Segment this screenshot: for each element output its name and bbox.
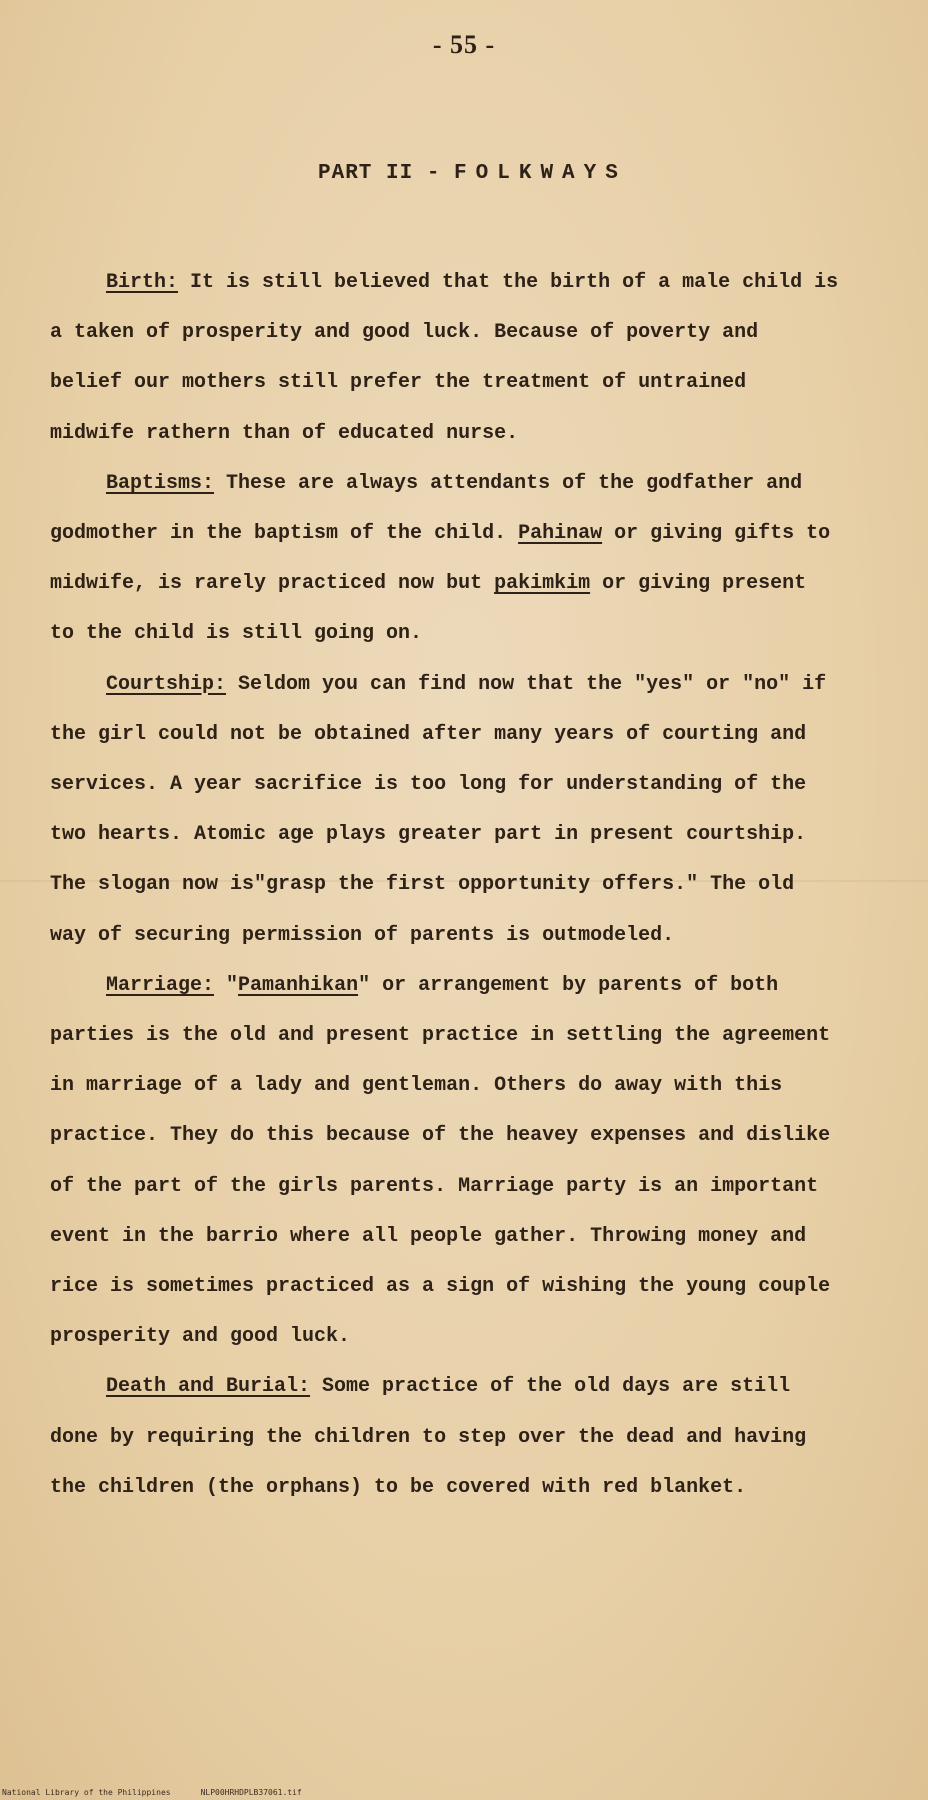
section-title-word: FOLKWAYS bbox=[454, 162, 627, 185]
text-birth: It is still believed that the birth of a male child is a taken of prosperity and good luck. Because of poverty and belief our mothers still prefer the treatment of untrained midwife rathern than of educated nurse. bbox=[50, 271, 839, 445]
text-courtship: Seldom you can find now that the "yes" or "no" if the girl could not be obtained after many years of courting and services. A year sacrifice is too long for understanding of the two hearts. Atomic age plays greater part in present courtship. The slogan now is"grasp the first opportunity offers." The old way of securing permission of parents is outmodeled. bbox=[50, 672, 827, 947]
text-baptisms-b: or giving gifts to midwife, is rarely practiced now but bbox=[50, 522, 831, 596]
paragraph-death-burial bbox=[50, 1362, 840, 1513]
text-marriage-b: " or arrangement by parents of both parties is the old and present practice in settling the agreement in marriage of a lady and gentleman. Others do away with this practice. They do this because of the heavey expenses and dislike of the part of the girls parents. Marriage party is an important event in the barrio where all people gather. Throwing money and rice is sometimes practiced as a sign of wishing the young couple prosperity and good luck. bbox=[50, 973, 831, 1349]
text-baptisms-a: These are always attendants of the godfather and godmother in the baptism of the child. bbox=[50, 471, 803, 546]
page-number: - 55 - bbox=[432, 30, 496, 59]
paragraph-marriage bbox=[50, 961, 840, 1363]
heading-death-burial: Death and Burial: bbox=[106, 1375, 311, 1399]
text-marriage-a: " bbox=[214, 973, 239, 997]
footer-file: NLP00HRHDPLB37061.tif bbox=[200, 1788, 302, 1797]
term-pamanhikan: Pamanhikan bbox=[238, 973, 359, 997]
paragraph-courtship bbox=[50, 660, 840, 961]
heading-marriage: Marriage: bbox=[106, 973, 215, 997]
text-baptisms-c: or giving present to the child is still going on. bbox=[50, 572, 807, 646]
footer-library: National Library of the Philippines bbox=[2, 1788, 171, 1797]
section-title bbox=[318, 162, 627, 185]
term-pakimkim: pakimkim bbox=[494, 572, 591, 596]
paragraph-birth bbox=[50, 258, 840, 459]
paragraph-baptisms bbox=[50, 459, 840, 660]
heading-courtship: Courtship: bbox=[106, 672, 227, 696]
heading-birth: Birth: bbox=[106, 271, 179, 294]
scan-footer bbox=[2, 1788, 302, 1797]
section-title-prefix: PART II - bbox=[318, 162, 441, 185]
heading-baptisms: Baptisms: bbox=[106, 471, 215, 495]
term-pahinaw: Pahinaw bbox=[518, 522, 603, 546]
text-death-burial: Some practice of the old days are still done by requiring the children to step over the dead and having the children (the orphans) to be covered with red blanket. bbox=[50, 1375, 807, 1499]
document-body bbox=[50, 258, 840, 1513]
